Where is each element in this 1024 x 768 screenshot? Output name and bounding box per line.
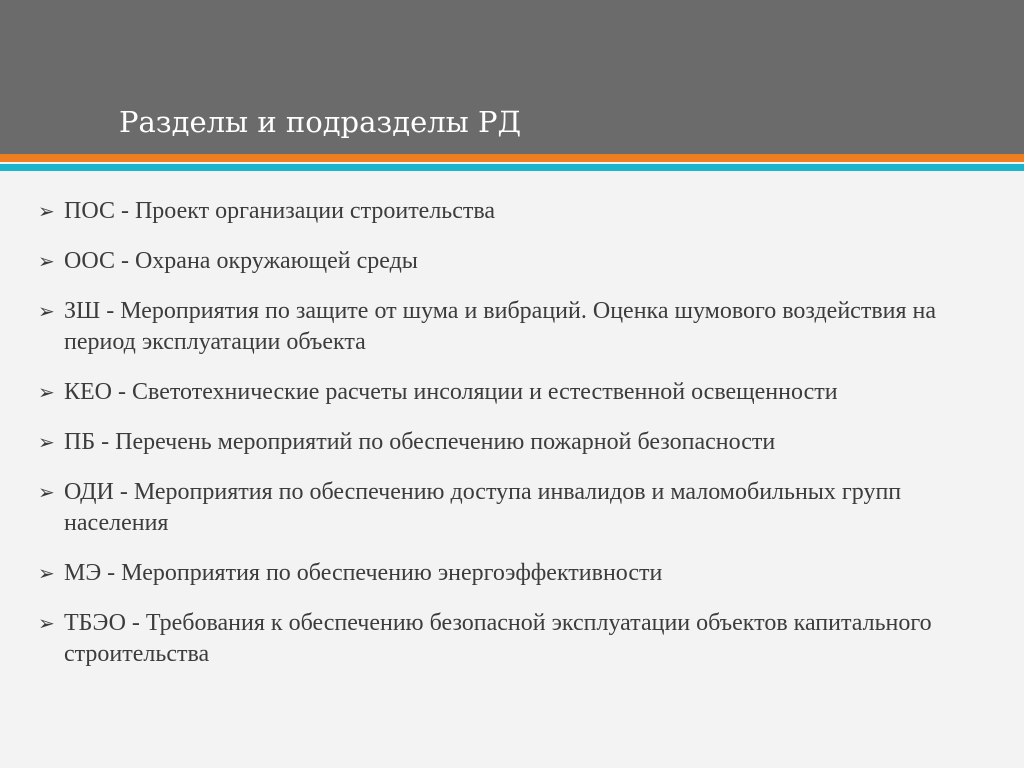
arrow-bullet-icon: ➢: [38, 480, 55, 504]
arrow-bullet-icon: ➢: [38, 299, 55, 323]
teal-accent-stripe: [0, 164, 1024, 171]
arrow-bullet-icon: ➢: [38, 249, 55, 273]
list-item: [38, 246, 988, 277]
list-item-text: МЭ - Мероприятия по обеспечению энергоэффективности: [64, 560, 663, 586]
list-item: [38, 196, 988, 227]
list-item: [38, 608, 988, 670]
list-item-text: КЕО - Светотехнические расчеты инсоляции и естественной освещенности: [64, 379, 838, 405]
orange-accent-stripe: [0, 154, 1024, 162]
slide-header: [0, 0, 1024, 154]
list-item-text: ОДИ - Мероприятия по обеспечению доступа инвалидов и маломобильных групп населения: [64, 479, 902, 536]
list-item: [38, 477, 988, 539]
list-item-text: ПБ - Перечень мероприятий по обеспечению пожарной безопасности: [64, 429, 776, 455]
arrow-bullet-icon: ➢: [38, 561, 55, 585]
slide-title: Разделы и подразделы РД: [119, 105, 522, 139]
list-item: [38, 558, 988, 589]
arrow-bullet-icon: ➢: [38, 611, 55, 635]
list-item-text: ЗШ - Мероприятия по защите от шума и вибраций. Оценка шумового воздействия на период эксплуатации объекта: [64, 298, 937, 355]
list-item: [38, 377, 988, 408]
list-item: [38, 296, 988, 358]
list-item-text: ПОС - Проект организации строительства: [64, 198, 496, 224]
list-item-text: ТБЭО - Требования к обеспечению безопасной эксплуатации объектов капитального строительства: [64, 610, 932, 667]
bullet-list: [38, 196, 988, 689]
list-item-text: ООС - Охрана окружающей среды: [64, 248, 418, 274]
arrow-bullet-icon: ➢: [38, 380, 55, 404]
arrow-bullet-icon: ➢: [38, 430, 55, 454]
list-item: [38, 427, 988, 458]
arrow-bullet-icon: ➢: [38, 199, 55, 223]
